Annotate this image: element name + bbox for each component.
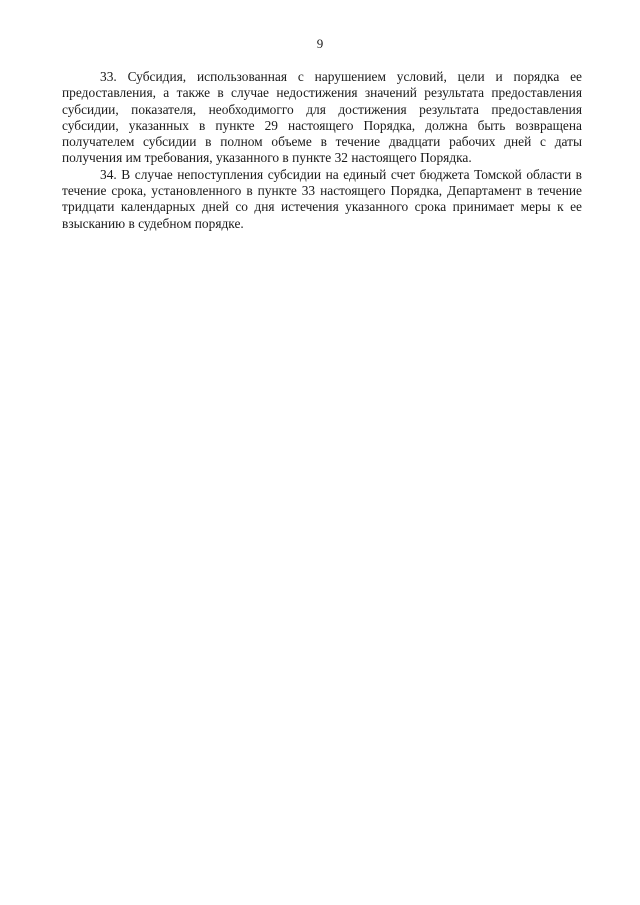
paragraph-33: 33. Субсидия, использованная с нарушением условий, цели и порядка ее предоставления, а также в случае недостижения значений результата предоставления субсидии, показателя, необходимогго для достижения результата предоставления субсидии, указанных в пункте 29 настоящего Порядка, должна быть возвращена получателем субсидии в полном объеме в течение двадцати рабочих дней с даты получения им требования, указанного в пункте 32 настоящего Порядка. [62, 69, 582, 166]
document-body [62, 69, 582, 232]
paragraph-34: 34. В случае непоступления субсидии на единый счет бюджета Томской области в течение срока, установленного в пункте 33 настоящего Порядка, Департамент в течение тридцати календарных дней со дня истечения указанного срока принимает меры к ее взысканию в судебном порядке. [62, 166, 582, 231]
page-number: 9 [316, 36, 324, 51]
